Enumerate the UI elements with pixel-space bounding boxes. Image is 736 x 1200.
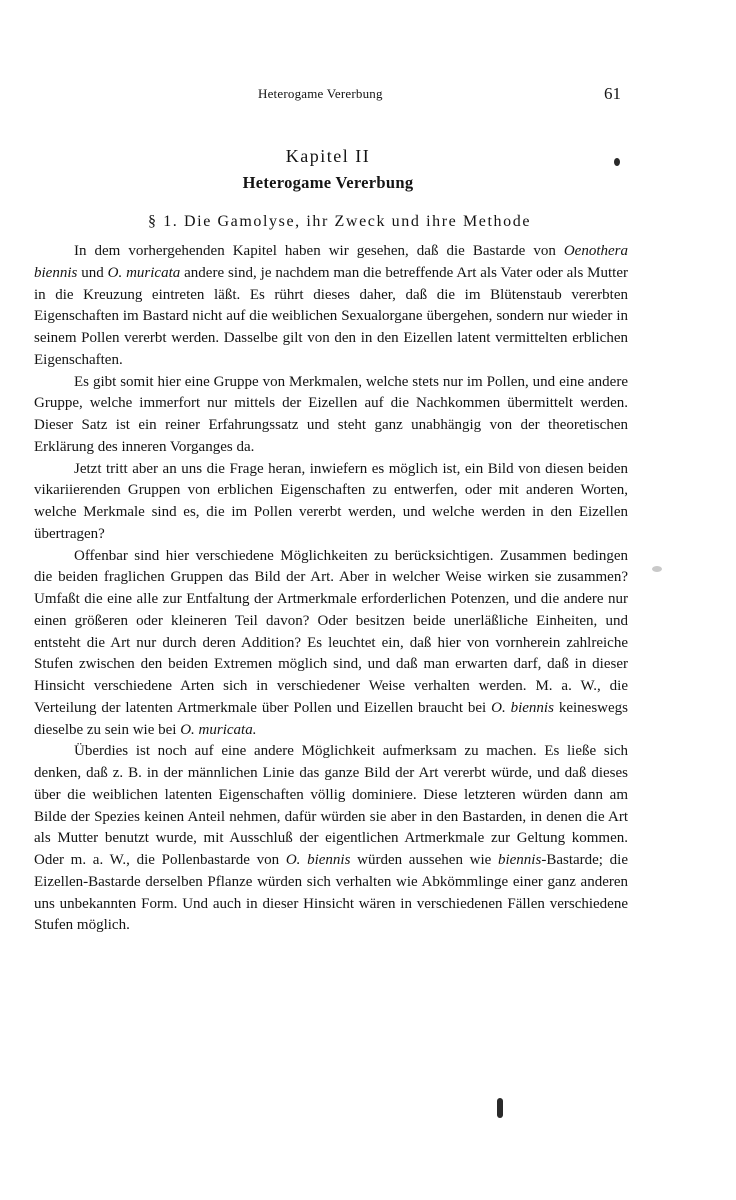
section-heading: § 1. Die Gamolyse, ihr Zweck und ihre Methode (148, 213, 532, 230)
ink-speck (497, 1098, 503, 1118)
species-name: biennis (497, 852, 542, 868)
species-name: O. biennis (285, 852, 351, 868)
scan-smudge (652, 566, 662, 572)
species-name: O. biennis (491, 699, 554, 716)
paragraph-2: Es gibt somit hier eine Gruppe von Merkmalen, welche stets nur im Pollen, und eine andere Gruppe, welche immerfort nur mittels der Eizellen auf die Nachkommen übermittelt werden. Dieser Satz ist ein reiner Erfahrungssatz und steht ganz unabhängig von der theoretischen Erklärung des inneren Vorganges da. (34, 373, 628, 455)
species-name: Oenothera biennis (34, 243, 628, 281)
species-name: O. muricata. (180, 721, 257, 738)
paragraph-1: In dem vorhergehenden Kapitel haben wir gesehen, daß die Bastarde von Oenothera biennis und O. muricata andere sind, je nachdem man die betreffende Art als Vater oder als Mutter in die Kreuzung eintreten läßt. Es rührt dieses daher, daß die im Blütenstaub vererbten Eigenschaften im Bastard nicht auf die weiblichen Sexualorgane übergehen, sondern nur wieder in seinem Pollen vererbt werden. Dasselbe gilt von den in den Eizellen latent vermittelten erblichen Eigenschaften. (34, 243, 629, 368)
paragraph-3: Jetzt tritt aber an uns die Frage heran, inwiefern es möglich ist, ein Bild von diesen beiden vikariierenden Gruppen von erblichen Eigenschaften zu entwerfen, oder mit anderen Worten, welche Merkmale sind es, die im Pollen vererbt werden, und welche werden in den Eizellen übertragen? (34, 460, 628, 542)
paragraph-4: Offenbar sind hier verschiedene Möglichkeiten zu berücksichtigen. Zusammen bedingen die beiden fraglichen Gruppen das Bild der Art. Aber in welcher Weise wirken sie zusammen? Umfaßt die eine alle zur Entfaltung der Artmerkmale erforderlichen Potenzen, und die andere nur einen größeren oder kleineren Teil davon? Oder besitzen beide unerläßliche Einheiten, und entsteht die Art nur durch deren Addition? Es leuchtet ein, daß hier von vornherein zahlreiche Stufen zwischen den beiden Extremen möglich sind, und daß man erwarten darf, daß in dieser Hinsicht verschiedene Arten sich in verschiedener Weise verhalten werden. M. a. W., die Verteilung der latenten Artmerkmale über Pollen und Eizellen braucht bei O. biennis keineswegs dieselbe zu sein wie bei O. muricata. (34, 547, 628, 738)
page-number: 61 (604, 84, 621, 103)
body-text (34, 241, 628, 937)
species-name: O. muricata (107, 264, 181, 281)
running-header: Heterogame Vererbung (258, 86, 383, 101)
chapter-label: Kapitel II (285, 146, 371, 166)
chapter-title: Heterogame Vererbung (242, 173, 414, 192)
paragraph-5: Überdies ist noch auf eine andere Möglichkeit aufmerksam zu machen. Es ließe sich denken, daß z. B. in der männlichen Linie das ganze Bild der Art vererbt würde, und daß dieses über die weiblichen latenten Eigenschaften völlig dominiere. Diese letzteren würden dann am Bilde der Spezies keinen Anteil nehmen, dafür würden sie aber in den Bastarden, in denen die Art als Mutter benutzt wurde, mit Ausschluß der eigentlichen Artmerkmale zur Geltung kommen. Oder m. a. W., die Pollenbastarde von O. biennis würden aussehen wie biennis-Bastarde; die Eizellen-Bastarde derselben Pflanze würden sich verhalten wie Abkömmlinge einer ganz anderen uns unbekannten Form. Und auch in dieser Hinsicht wären in verschiedenen Fällen verschiedene Stufen möglich. (34, 743, 628, 934)
ink-speck (614, 158, 620, 166)
